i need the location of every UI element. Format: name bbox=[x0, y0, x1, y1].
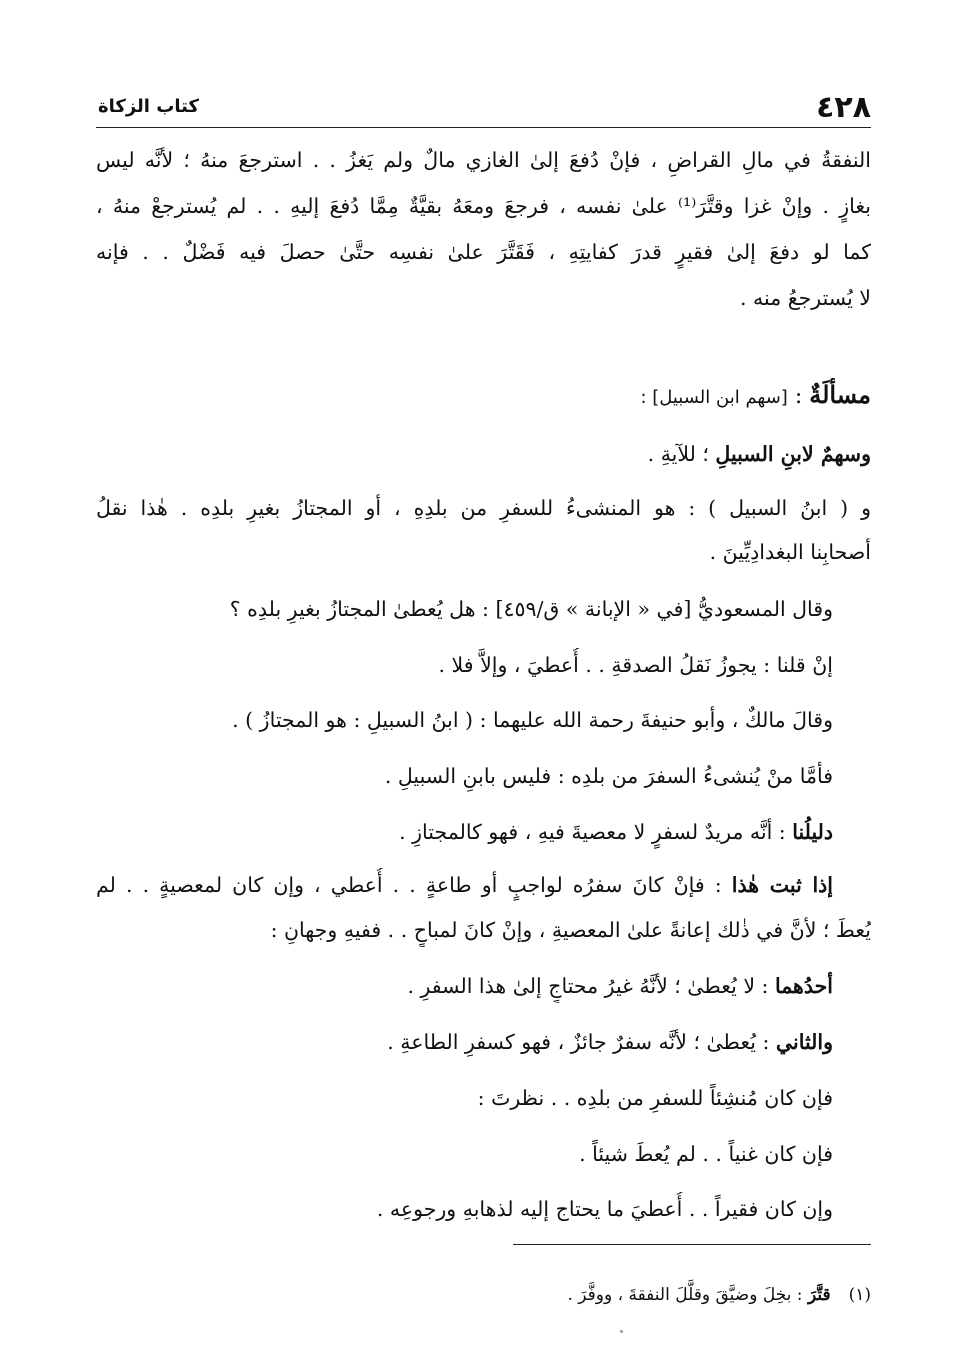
text-line: وإن كان فقيراً . . أُعطيَ ما يحتاج إليه لذهابهِ ورجوعِه . bbox=[376, 1197, 833, 1221]
footnote-rule bbox=[513, 1244, 871, 1245]
footnote-text: : بخِلَ وضيَّقَ وقلَّلَ النفقةَ ، ووفَّرَ . bbox=[567, 1285, 808, 1305]
line-text: : أنَّه مريدٌ لسفرٍ لا معصيةَ فيهِ ، فهو كالمجتازِ . bbox=[399, 820, 793, 844]
scan-speck bbox=[620, 1330, 623, 1333]
footnote-number: (١) bbox=[848, 1285, 871, 1305]
bold-lead: وسهمٌ لابنِ السبيلِ bbox=[715, 442, 871, 466]
section-title: [سهم ابن السبيل] : bbox=[640, 387, 788, 408]
text-line: بغازٍ . وإنْ غزا وقتَّرَ⁽¹⁾ علىٰ نفسه ، فرجعَ ومعَهُ بقيَّةٌ مِمَّا دُفعَ إليهِ . . لم يُسترجعْ منهُ ، bbox=[96, 194, 871, 218]
text-line bbox=[96, 1025, 833, 1059]
text-line bbox=[96, 969, 833, 1003]
text-line bbox=[96, 868, 833, 902]
bold-lead: أحدُهما bbox=[774, 974, 833, 998]
text-line: وقال المسعوديُّ [في « الإبانة » ق/٤٥٩] : هل يُعطىٰ المجتازُ بغيرِ بلدِه ؟ bbox=[229, 597, 833, 621]
line-text: : لا يُعطىٰ ؛ لأنَّهُ غيرُ محتاجٍ إلىٰ هذا السفرِ . bbox=[407, 974, 775, 998]
page-header bbox=[96, 88, 871, 128]
section-heading bbox=[640, 377, 871, 416]
masala-label: مسألَةٌ bbox=[809, 380, 871, 409]
text-line: و ( ابنُ السبيل ) : هو المنشىءُ للسفرِ من بلدِهِ ، أو المجتازُ بغيرِ بلدِه . هٰذا نقلُ bbox=[96, 496, 871, 520]
footnote-term: قتَّرَ bbox=[807, 1285, 831, 1305]
running-title: كتاب الزكاة bbox=[98, 96, 199, 117]
text-line: يُعطَ ؛ لأنَّ في ذٰلك إعانةً علىٰ المعصيةِ ، وإنْ كانَ لمباحٍ . . ففيهِ وجهانِ : bbox=[270, 918, 871, 942]
text-line: لا يُسترجعُ منه . bbox=[740, 286, 871, 310]
heading-separator: : bbox=[787, 384, 810, 409]
footnote bbox=[567, 1281, 871, 1309]
line-text: : فإنْ كانَ سفرُه لواجبٍ أو طاعةٍ . . أُعطي ، وإن كان لمعصيةٍ . . لم bbox=[96, 873, 732, 897]
text-line: إنْ قلنا : يجوزُ نَقلُ الصدقةِ . . أُعطيَ ، وإلاَّ فلا . bbox=[438, 653, 833, 677]
text-line: فأمَّا منْ يُنشىءُ السفرَ من بلدِه : فليس بابنِ السبيلِ . bbox=[384, 764, 833, 788]
text-line: وقالَ مالكٌ ، وأبو حنيفةَ رحمة الله عليهما : ( ابنُ السبيلِ : هو المجتازُ ) . bbox=[232, 708, 833, 732]
text-line: النفقةُ في مالِ القراضِ ، فإنْ دُفعَ إلىٰ الغازي مالٌ ولم يَغزُ . . استرجعَ منهُ ؛ لأنَّه ليس bbox=[96, 148, 871, 172]
header-rule bbox=[96, 127, 871, 128]
text-line: فإن كان غنياً . . لم يُعطَ شيئاً . bbox=[579, 1142, 833, 1166]
line-text: : يُعطىٰ ؛ لأنَّه سفرٌ جائزٌ ، فهو كسفرِ الطاعةِ . bbox=[387, 1030, 776, 1054]
bold-lead: والثاني bbox=[775, 1030, 833, 1054]
text-line bbox=[96, 437, 871, 471]
text-line: فإن كان مُنشِئاً للسفرِ من بلدِه . . نظرتَ : bbox=[477, 1086, 833, 1110]
bold-lead: دليلُنا bbox=[792, 820, 833, 844]
bold-lead: إذا ثبت هٰذا bbox=[731, 873, 833, 897]
page-number: ٤٢٨ bbox=[816, 90, 871, 125]
text-line: كما لو دفعَ إلىٰ فقيرٍ قدرَ كفايتِهِ ، فَقَتَّرَ علىٰ نفسِه حتَّىٰ حصلَ فيه فَضْلٌ . . فإنه bbox=[96, 240, 871, 264]
line-text: ؛ للآيةِ . bbox=[647, 442, 716, 466]
text-line: أصحابِنا البغدادِيِّينَ . bbox=[709, 540, 871, 564]
text-line bbox=[96, 815, 833, 849]
